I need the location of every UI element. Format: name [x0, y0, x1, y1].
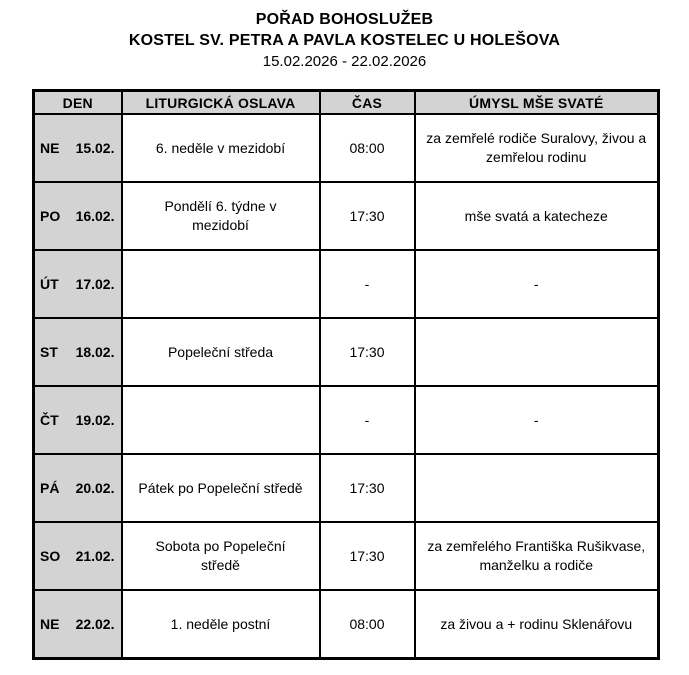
day-abbr: NE: [40, 615, 60, 632]
day-date: 17.02.: [75, 275, 115, 292]
table-row: [34, 386, 659, 454]
liturgy-cell: [122, 386, 320, 454]
table-row: [34, 522, 659, 590]
table-row: [34, 318, 659, 386]
day-cell: [34, 522, 122, 590]
day-cell: [34, 250, 122, 318]
day-abbr: ČT: [40, 411, 59, 428]
time-cell: 17:30: [320, 182, 415, 250]
liturgy-cell: Pátek po Popeleční středě: [122, 454, 320, 522]
day-abbr: PO: [40, 207, 61, 224]
day-date: 21.02.: [75, 547, 115, 564]
liturgy-cell: 6. neděle v mezidobí: [122, 114, 320, 182]
time-cell: 08:00: [320, 114, 415, 182]
day-cell: [34, 182, 122, 250]
day-date: 15.02.: [75, 139, 115, 156]
liturgy-cell: [122, 250, 320, 318]
table-row: [34, 182, 659, 250]
time-cell: -: [320, 386, 415, 454]
church-name: KOSTEL SV. PETRA A PAVLA KOSTELEC U HOLEŠOVA: [128, 32, 561, 49]
day-date: 22.02.: [75, 615, 115, 632]
intention-cell: -: [415, 250, 659, 318]
day-cell: [34, 590, 122, 659]
time-cell: 08:00: [320, 590, 415, 659]
liturgy-cell: 1. neděle postní: [122, 590, 320, 659]
intention-cell: [415, 318, 659, 386]
table-row: [34, 114, 659, 182]
day-date: 18.02.: [75, 343, 115, 360]
day-date: 20.02.: [75, 479, 115, 496]
intention-cell: [415, 454, 659, 522]
day-abbr: NE: [40, 139, 60, 156]
day-date: 19.02.: [75, 411, 115, 428]
intention-cell: za zemřelé rodiče Suralovy, živou a zemřelou rodinu: [415, 114, 659, 182]
document-header: [0, 0, 689, 72]
header-row: [34, 91, 659, 115]
day-cell: [34, 386, 122, 454]
col-header-time: ČAS: [320, 91, 415, 115]
intention-cell: -: [415, 386, 659, 454]
liturgy-cell: Popeleční středa: [122, 318, 320, 386]
time-cell: -: [320, 250, 415, 318]
time-cell: 17:30: [320, 522, 415, 590]
liturgy-cell: Sobota po Popeleční středě: [122, 522, 320, 590]
day-abbr: ÚT: [40, 275, 59, 292]
date-range: 15.02.2026 - 22.02.2026: [262, 53, 427, 70]
schedule-table: [32, 89, 660, 660]
day-date: 16.02.: [75, 207, 115, 224]
intention-cell: za zemřelého Františka Rušikvase, manželku a rodiče: [415, 522, 659, 590]
table-row: [34, 454, 659, 522]
intention-cell: mše svatá a katecheze: [415, 182, 659, 250]
page-title: POŘAD BOHOSLUŽEB: [255, 11, 434, 28]
time-cell: 17:30: [320, 454, 415, 522]
intention-cell: za živou a + rodinu Sklenářovu: [415, 590, 659, 659]
time-cell: 17:30: [320, 318, 415, 386]
table-row: [34, 590, 659, 659]
day-cell: [34, 454, 122, 522]
day-cell: [34, 114, 122, 182]
liturgy-cell: Pondělí 6. týdne v mezidobí: [122, 182, 320, 250]
day-abbr: ST: [40, 343, 58, 360]
day-abbr: SO: [40, 547, 61, 564]
col-header-den: DEN: [34, 91, 122, 115]
col-header-liturgy: LITURGICKÁ OSLAVA: [122, 91, 320, 115]
day-abbr: PÁ: [40, 479, 60, 496]
col-header-intention: ÚMYSL MŠE SVATÉ: [415, 91, 659, 115]
day-cell: [34, 318, 122, 386]
table-row: [34, 250, 659, 318]
